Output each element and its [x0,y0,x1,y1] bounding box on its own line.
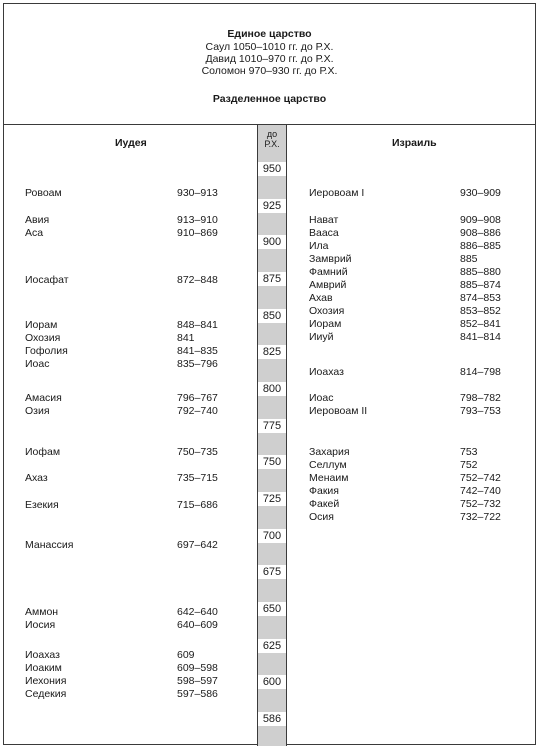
timeline-year: 650 [258,602,286,616]
united-kingdom-title: Единое царство [227,28,312,40]
saul-line: Саул 1050–1010 гг. до Р.Х. [205,41,334,53]
israel-king-dates: 752–732 [460,498,501,510]
israel-king-name: Иеровоам I [309,187,365,199]
timeline-year: 950 [258,162,286,176]
timeline-year: 900 [258,235,286,249]
timeline-year: 700 [258,529,286,543]
judah-king-name: Иосия [25,619,56,631]
judah-king-dates: 796–767 [177,392,218,404]
judah-king-name: Иоаким [25,662,62,674]
israel-king-name: Фамний [309,266,348,278]
judah-king-name: Иоахаз [25,649,60,661]
judah-king-dates: 640–609 [177,619,218,631]
timeline-label-bottom: Р.Х. [264,139,280,149]
israel-king-name: Амврий [309,279,347,291]
timeline-label-top: до [266,129,278,139]
judah-king-name: Манассия [25,539,74,551]
judah-king-name: Гофолия [25,345,68,357]
israel-king-name: Вааса [309,227,339,239]
timeline-year: 586 [258,712,286,726]
israel-king-name: Ииуй [309,331,334,343]
judah-king-name: Ахаз [25,472,48,484]
timeline-year: 750 [258,455,286,469]
israel-king-name: Селлум [309,459,347,471]
timeline-year: 825 [258,345,286,359]
timeline-year: 875 [258,272,286,286]
judah-king-name: Иоас [25,358,50,370]
judah-king-dates: 910–869 [177,227,218,239]
israel-king-dates: 885–874 [460,279,501,291]
israel-king-name: Менаим [309,472,349,484]
judah-king-dates: 930–913 [177,187,218,199]
judah-king-name: Авия [25,214,50,226]
judah-king-name: Озия [25,405,50,417]
timeline-year: 625 [258,639,286,653]
judah-king-name: Иорам [25,319,58,331]
judah-king-name: Охозия [25,332,61,344]
israel-king-dates: 885–880 [460,266,501,278]
israel-king-name: Захария [309,446,350,458]
judah-king-dates: 750–735 [177,446,218,458]
timeline-year: 600 [258,675,286,689]
timeline-year: 925 [258,199,286,213]
judah-king-dates: 913–910 [177,214,218,226]
timeline-year: 725 [258,492,286,506]
divided-kingdom-title: Разделенное царство [212,93,327,105]
israel-king-dates: 908–886 [460,227,501,239]
timeline-year: 800 [258,382,286,396]
judah-king-dates: 609 [177,649,195,661]
israel-king-dates: 732–722 [460,511,501,523]
timeline-column [257,125,287,746]
israel-king-name: Охозия [309,305,345,317]
israel-king-dates: 793–753 [460,405,501,417]
israel-king-dates: 909–908 [460,214,501,226]
judah-king-name: Ровоам [25,187,62,199]
israel-king-dates: 885 [460,253,478,265]
israel-king-dates: 742–740 [460,485,501,497]
solomon-line: Соломон 970–930 гг. до Р.Х. [201,65,338,77]
judah-king-dates: 841 [177,332,195,344]
judah-king-dates: 841–835 [177,345,218,357]
judah-king-name: Амасия [25,392,62,404]
judah-king-dates: 697–642 [177,539,218,551]
israel-king-name: Замврий [309,253,352,265]
timeline-year: 850 [258,309,286,323]
israel-king-dates: 752 [460,459,478,471]
israel-king-name: Ахав [309,292,333,304]
israel-king-dates: 853–852 [460,305,501,317]
judah-king-dates: 792–740 [177,405,218,417]
judah-king-name: Езекия [25,499,59,511]
judah-king-dates: 872–848 [177,274,218,286]
israel-king-dates: 814–798 [460,366,501,378]
israel-king-name: Нават [309,214,339,226]
judah-king-name: Аса [25,227,44,239]
judah-king-dates: 597–586 [177,688,218,700]
israel-king-name: Иоахаз [309,366,344,378]
judah-king-dates: 598–597 [177,675,218,687]
judah-king-name: Седекия [25,688,67,700]
israel-king-name: Иорам [309,318,342,330]
timeline-year: 775 [258,419,286,433]
judah-king-dates: 715–686 [177,499,218,511]
israel-king-dates: 753 [460,446,478,458]
israel-king-dates: 841–814 [460,331,501,343]
judah-king-name: Аммон [25,606,59,618]
israel-king-name: Факия [309,485,339,497]
judah-king-name: Иосафат [25,274,69,286]
israel-king-dates: 798–782 [460,392,501,404]
israel-king-name: Иоас [309,392,334,404]
israel-king-dates: 852–841 [460,318,501,330]
israel-king-name: Иеровоам II [309,405,368,417]
israel-king-name: Ила [309,240,329,252]
israel-king-dates: 930–909 [460,187,501,199]
judah-king-dates: 735–715 [177,472,218,484]
david-line: Давид 1010–970 гг. до Р.Х. [205,53,334,65]
judah-header: Иудея [115,137,147,149]
israel-king-dates: 886–885 [460,240,501,252]
judah-king-name: Иехония [25,675,67,687]
chronology-table [3,3,536,745]
israel-king-dates: 752–742 [460,472,501,484]
united-kingdom-section [4,4,535,125]
judah-king-dates: 609–598 [177,662,218,674]
judah-king-dates: 848–841 [177,319,218,331]
israel-king-dates: 874–853 [460,292,501,304]
israel-king-name: Факей [309,498,340,510]
israel-header: Израиль [392,137,437,149]
judah-king-dates: 642–640 [177,606,218,618]
judah-king-dates: 835–796 [177,358,218,370]
israel-king-name: Осия [309,511,334,523]
timeline-year: 675 [258,565,286,579]
judah-king-name: Иофам [25,446,61,458]
